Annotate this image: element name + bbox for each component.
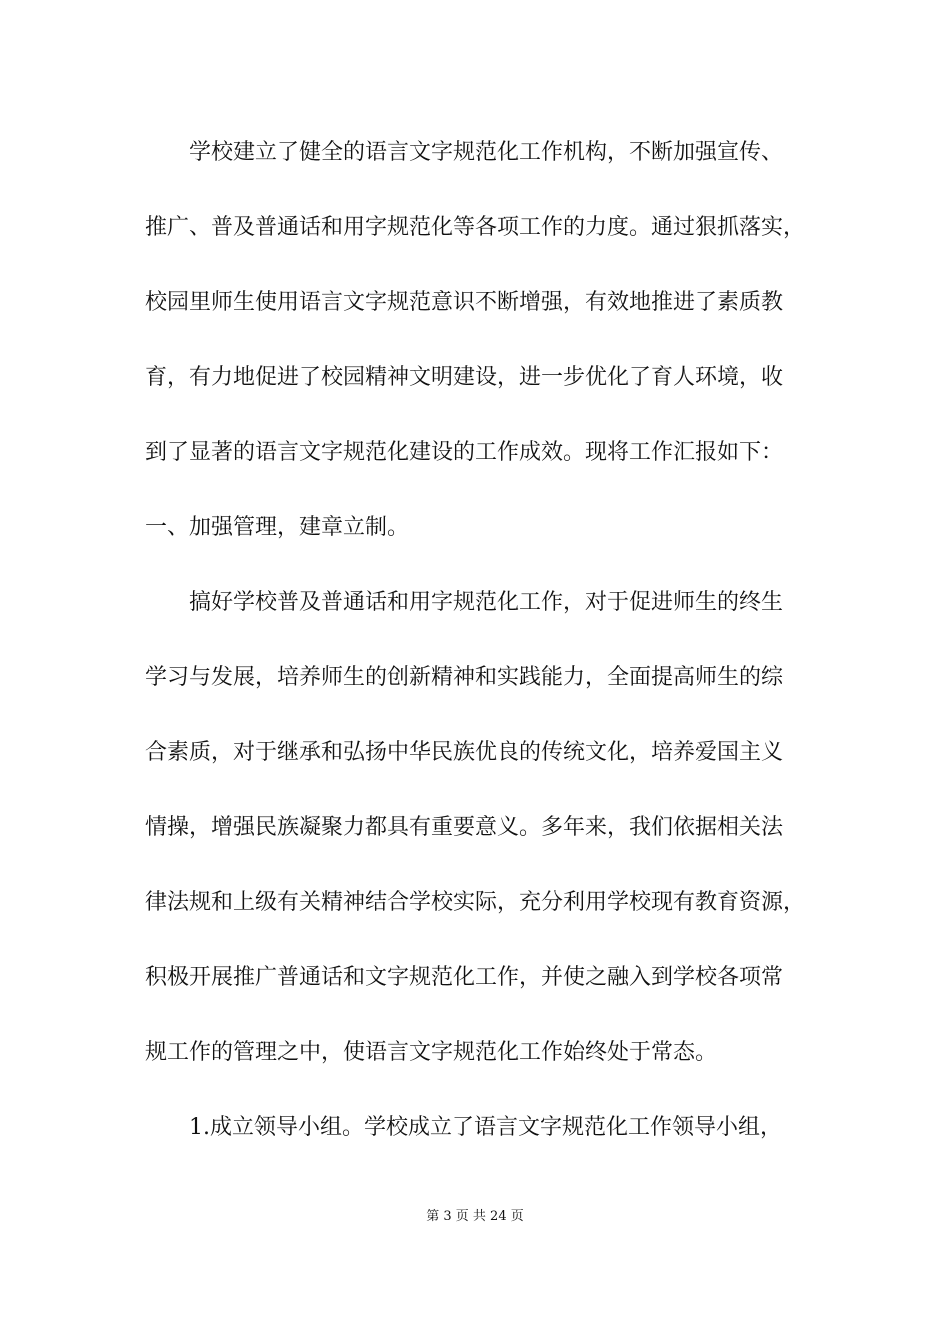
paragraph-line: 情操，增强民族凝聚力都具有重要意义。多年来，我们依据相关法 <box>145 815 784 840</box>
section-heading: 一、加强管理，建章立制。 <box>145 515 410 540</box>
paragraph-line: 推广、普及普通话和用字规范化等各项工作的力度。通过狠抓落实， <box>145 215 806 240</box>
paragraph-line: 学习与发展，培养师生的创新精神和实践能力，全面提高师生的综 <box>145 665 784 690</box>
paragraph-line: 搞好学校普及普通话和用字规范化工作，对于促进师生的终生 <box>145 590 784 615</box>
page-number-footer: 第 3 页 共 24 页 <box>426 1209 524 1224</box>
paragraph-line: 育，有力地促进了校园精神文明建设，进一步优化了育人环境，收 <box>145 365 784 390</box>
paragraph-line: 学校建立了健全的语言文字规范化工作机构，不断加强宣传、 <box>145 140 784 165</box>
paragraph-line: 合素质，对于继承和弘扬中华民族优良的传统文化，培养爱国主义 <box>145 740 784 765</box>
paragraph-line: 到了显著的语言文字规范化建设的工作成效。现将工作汇报如下： <box>145 440 784 465</box>
paragraph-line: 1.成立领导小组。学校成立了语言文字规范化工作领导小组， <box>145 1115 782 1140</box>
paragraph-line: 积极开展推广普通话和文字规范化工作，并使之融入到学校各项常 <box>145 965 784 990</box>
paragraph-line: 校园里师生使用语言文字规范意识不断增强，有效地推进了素质教 <box>145 290 784 315</box>
paragraph-line: 律法规和上级有关精神结合学校实际，充分利用学校现有教育资源， <box>145 890 806 915</box>
paragraph-line: 规工作的管理之中，使语言文字规范化工作始终处于常态。 <box>145 1040 718 1065</box>
